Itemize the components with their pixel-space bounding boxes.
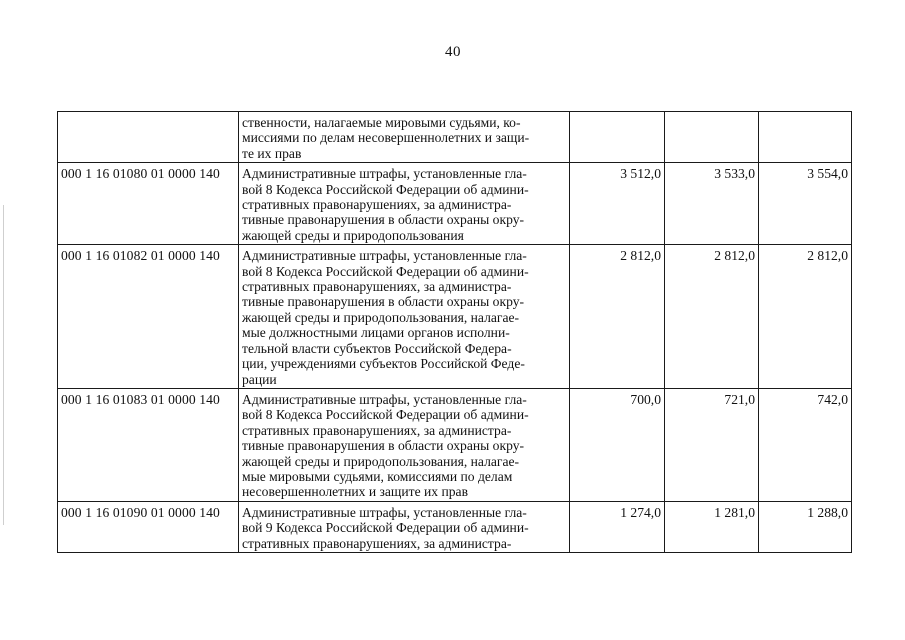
- revenue-name-line: Административные штрафы, установленные гла-: [242, 504, 527, 520]
- amount-year-2-cell: 3 533,0: [665, 163, 759, 245]
- table-row: [58, 245, 852, 389]
- amount-year-3-cell: 742,0: [759, 388, 852, 501]
- revenue-name-line: жающей среды и природопользования, налагае-: [242, 453, 520, 469]
- page-number: 40: [445, 44, 461, 60]
- revenue-name-line: тельной власти субъектов Российской Федера-: [242, 340, 512, 356]
- amount-year-1-cell: 2 812,0: [570, 245, 665, 389]
- revenue-name-line: стративных правонарушениях, за администра-: [242, 535, 512, 551]
- amount-year-3-cell: [759, 112, 852, 163]
- revenue-code-cell: 000 1 16 01082 01 0000 140: [58, 245, 239, 389]
- revenue-name-line: Административные штрафы, установленные гла-: [242, 391, 527, 407]
- amount-year-1-cell: 1 274,0: [570, 501, 665, 552]
- table-row: [58, 163, 852, 245]
- revenue-name-line: миссиями по делам несовершеннолетних и защи-: [242, 130, 530, 146]
- revenue-name-line: тивные правонарушения в области охраны окру-: [242, 438, 525, 454]
- revenue-code-cell: 000 1 16 01090 01 0000 140: [58, 501, 239, 552]
- revenue-name-cell: [239, 112, 570, 163]
- amount-year-1-cell: [570, 112, 665, 163]
- amount-year-2-cell: [665, 112, 759, 163]
- scan-edge-mark: [3, 205, 4, 525]
- revenue-code-cell: 000 1 16 01083 01 0000 140: [58, 388, 239, 501]
- revenue-name-line: вой 8 Кодекса Российской Федерации об админи-: [242, 181, 529, 197]
- revenue-name-line: рации: [242, 371, 277, 387]
- revenue-name-line: жающей среды и природопользования, налагае-: [242, 309, 520, 325]
- revenue-name-line: вой 8 Кодекса Российской Федерации об админи-: [242, 407, 529, 423]
- revenue-name-line: стративных правонарушениях, за администра-: [242, 422, 512, 438]
- revenue-name-line: Административные штрафы, установленные гла-: [242, 166, 527, 182]
- revenue-name-line: стративных правонарушениях, за администра-: [242, 279, 512, 295]
- amount-year-1-cell: 700,0: [570, 388, 665, 501]
- table-row: [58, 501, 852, 552]
- revenue-name-cell: [239, 163, 570, 245]
- revenue-name-line: стративных правонарушениях, за администра-: [242, 197, 512, 213]
- table-body: [58, 112, 852, 553]
- revenue-name-line: тивные правонарушения в области охраны окру-: [242, 212, 525, 228]
- revenue-name-cell: [239, 501, 570, 552]
- revenue-name-line: несовершеннолетних и защите их прав: [242, 484, 469, 500]
- revenue-name-line: вой 9 Кодекса Российской Федерации об админи-: [242, 520, 529, 536]
- revenue-name-line: ции, учреждениями субъектов Российской Феде-: [242, 356, 525, 372]
- revenue-name-line: ственности, налагаемые мировыми судьями, ко-: [242, 115, 521, 130]
- revenue-name-line: жающей среды и природопользования: [242, 227, 464, 243]
- revenue-name-line: мые должностными лицами органов исполни-: [242, 325, 510, 341]
- revenue-name-line: мые мировыми судьями, комиссиями по делам: [242, 468, 513, 484]
- amount-year-2-cell: 2 812,0: [665, 245, 759, 389]
- revenue-name-line: тивные правонарушения в области охраны окру-: [242, 294, 525, 310]
- revenue-name-line: Административные штрафы, установленные гла-: [242, 248, 527, 264]
- budget-revenue-table: [57, 111, 852, 553]
- amount-year-2-cell: 1 281,0: [665, 501, 759, 552]
- amount-year-3-cell: 2 812,0: [759, 245, 852, 389]
- revenue-name-line: те их прав: [242, 145, 302, 161]
- amount-year-2-cell: 721,0: [665, 388, 759, 501]
- table-row: [58, 388, 852, 501]
- revenue-name-cell: [239, 388, 570, 501]
- revenue-code-cell: [58, 112, 239, 163]
- amount-year-3-cell: 1 288,0: [759, 501, 852, 552]
- table-row: [58, 112, 852, 163]
- amount-year-1-cell: 3 512,0: [570, 163, 665, 245]
- revenue-name-line: вой 8 Кодекса Российской Федерации об админи-: [242, 263, 529, 279]
- amount-year-3-cell: 3 554,0: [759, 163, 852, 245]
- revenue-code-cell: 000 1 16 01080 01 0000 140: [58, 163, 239, 245]
- revenue-name-cell: [239, 245, 570, 389]
